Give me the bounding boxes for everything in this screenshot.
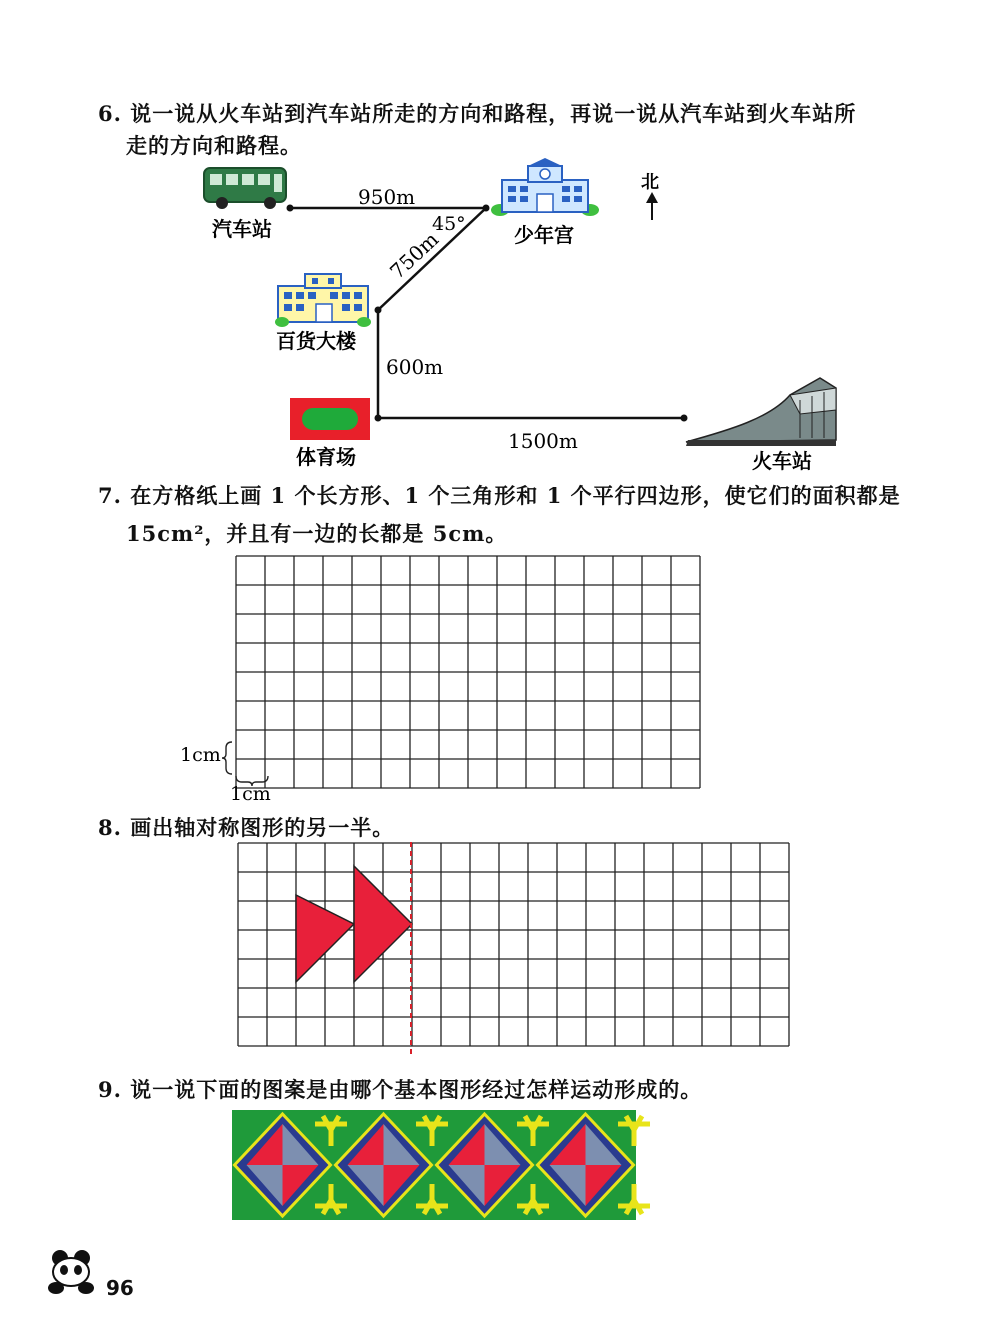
distance-1500: 1500m (508, 429, 578, 453)
panda-icon (46, 1248, 96, 1296)
q7-text-line2: 15cm²，并且有一边的长都是 5cm。 (126, 521, 508, 546)
q7-text-line1: 7. 在方格纸上画 1 个长方形、1 个三角形和 1 个平行四边形，使它们的面积都是 (98, 483, 901, 508)
q8-text: 8. 画出轴对称图形的另一半。 (98, 815, 395, 840)
page-number: 96 (106, 1276, 134, 1300)
angle-45: 45° (432, 213, 466, 235)
distance-750: 750m (385, 227, 444, 284)
q6-text-line2: 走的方向和路程。 (126, 133, 302, 158)
label-department-store: 百货大楼 (276, 329, 356, 353)
unit-label-horizontal: 1cm (230, 783, 271, 805)
unit-label-vertical: 1cm (180, 744, 221, 766)
label-bus-station: 汽车站 (212, 217, 272, 241)
label-stadium: 体育场 (296, 445, 356, 469)
label-north: 北 (641, 172, 659, 193)
distance-950: 950m (358, 185, 416, 209)
distance-600: 600m (386, 355, 444, 379)
label-youth-palace: 少年宫 (514, 223, 574, 247)
q6-text-line1: 6. 说一说从火车站到汽车站所走的方向和路程，再说一说从汽车站到火车站所 (98, 101, 857, 126)
q9-text: 9. 说一说下面的图案是由哪个基本图形经过怎样运动形成的。 (98, 1077, 703, 1102)
label-train-station: 火车站 (752, 449, 812, 473)
